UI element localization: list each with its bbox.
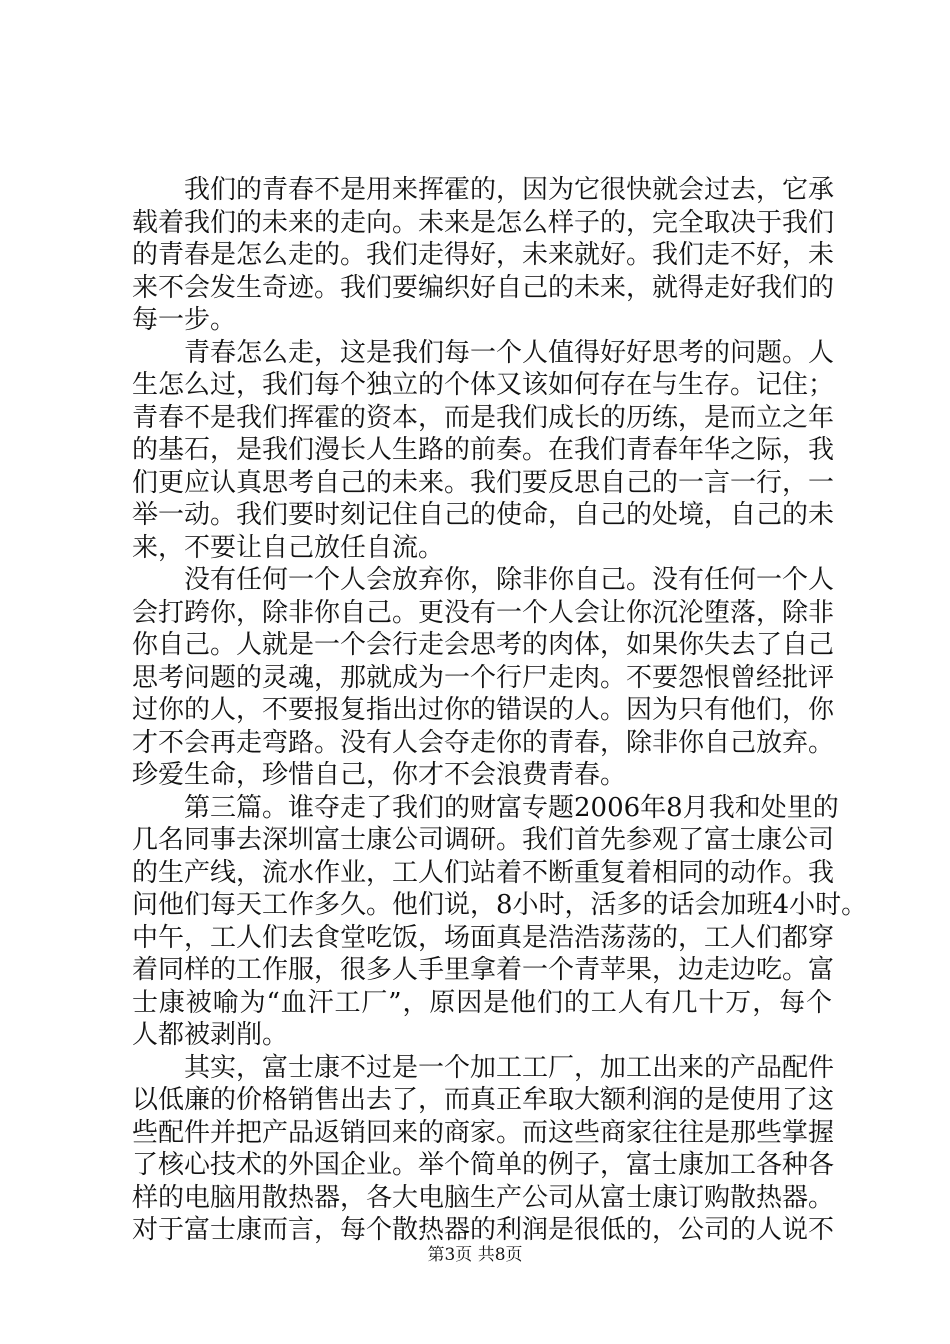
paragraph [132, 1052, 835, 1247]
text-line: 会打跨你，除非你自己。更没有一个人会让你沉沦堕落，除非 [132, 597, 835, 628]
text-line: 每一步。 [132, 305, 237, 335]
paragraph [132, 564, 835, 792]
text-line: 些配件并把产品返销回来的商家。而这些商家往往是那些掌握 [132, 1117, 835, 1148]
text-line: 青春怎么走，这是我们每一个人值得好好思考的问题。人 [184, 337, 835, 368]
text-line: 举一动。我们要时刻记住自己的使命，自己的处境，自己的未 [132, 500, 835, 530]
text-line: 珍爱生命，珍惜自己，你才不会浪费青春。 [132, 760, 627, 790]
text-line: 样的电脑用散热器，各大电脑生产公司从富士康订购散热器。 [132, 1182, 835, 1213]
text-line: 没有任何一个人会放弃你，除非你自己。没有任何一个人 [184, 565, 835, 595]
text-line: 们更应认真思考自己的未来。我们要反思自己的一言一行，一 [132, 467, 835, 498]
text-line: 了核心技术的外国企业。举个简单的例子，富士康加工各种各 [132, 1150, 835, 1180]
text-line: 的生产线，流水作业，工人们站着不断重复着相同的动作。我 [132, 857, 835, 888]
text-line: 的青春是怎么走的。我们走得好，未来就好。我们走不好，未 [132, 240, 835, 270]
text-line: 的基石，是我们漫长人生路的前奏。在我们青春年华之际，我 [132, 435, 835, 465]
text-line: 才不会再走弯路。没有人会夺走你的青春，除非你自己放弃。 [132, 727, 835, 758]
paragraph [132, 337, 835, 565]
text-line: 第三篇。谁夺走了我们的财富专题2006年8月我和处里的 [184, 792, 839, 823]
text-line: 人都被剥削。 [132, 1020, 289, 1050]
document-body [132, 174, 868, 1247]
text-line: 来不会发生奇迹。我们要编织好自己的未来，就得走好我们的 [132, 272, 835, 303]
text-line: 士康被喻为“血汗工厂”，原因是他们的工人有几十万，每个 [132, 987, 832, 1018]
text-line: 青春不是我们挥霍的资本，而是我们成长的历练，是而立之年 [132, 402, 835, 433]
text-line: 载着我们的未来的走向。未来是怎么样子的，完全取决于我们 [132, 207, 835, 238]
text-line: 你自己。人就是一个会行走会思考的肉体，如果你失去了自己 [132, 630, 835, 660]
page-number-footer: 第3页 共8页 [427, 1245, 523, 1265]
text-line: 来，不要让自己放任自流。 [132, 532, 445, 563]
text-line: 我们的青春不是用来挥霍的，因为它很快就会过去，它承 [184, 175, 835, 205]
text-line: 其实，富士康不过是一个加工工厂，加工出来的产品配件 [184, 1052, 835, 1083]
text-line: 思考问题的灵魂，那就成为一个行尸走肉。不要怨恨曾经批评 [132, 662, 835, 693]
text-line: 中午，工人们去食堂吃饭，场面真是浩浩荡荡的，工人们都穿 [132, 922, 835, 953]
text-line: 过你的人，不要报复指出过你的错误的人。因为只有他们，你 [132, 695, 835, 725]
paragraph [132, 174, 835, 337]
text-line: 着同样的工作服，很多人手里拿着一个青苹果，边走边吃。富 [132, 955, 835, 985]
text-line: 生怎么过，我们每个独立的个体又该如何存在与生存。记住； [132, 370, 835, 400]
text-line: 以低廉的价格销售出去了，而真正牟取大额利润的是使用了这 [132, 1085, 835, 1115]
text-line: 对于富士康而言，每个散热器的利润是很低的，公司的人说不 [132, 1215, 835, 1245]
text-line: 问他们每天工作多久。他们说，8小时，活多的话会加班4小时。 [132, 890, 868, 920]
paragraph [132, 792, 868, 1052]
text-line: 几名同事去深圳富士康公司调研。我们首先参观了富士康公司 [132, 825, 835, 855]
